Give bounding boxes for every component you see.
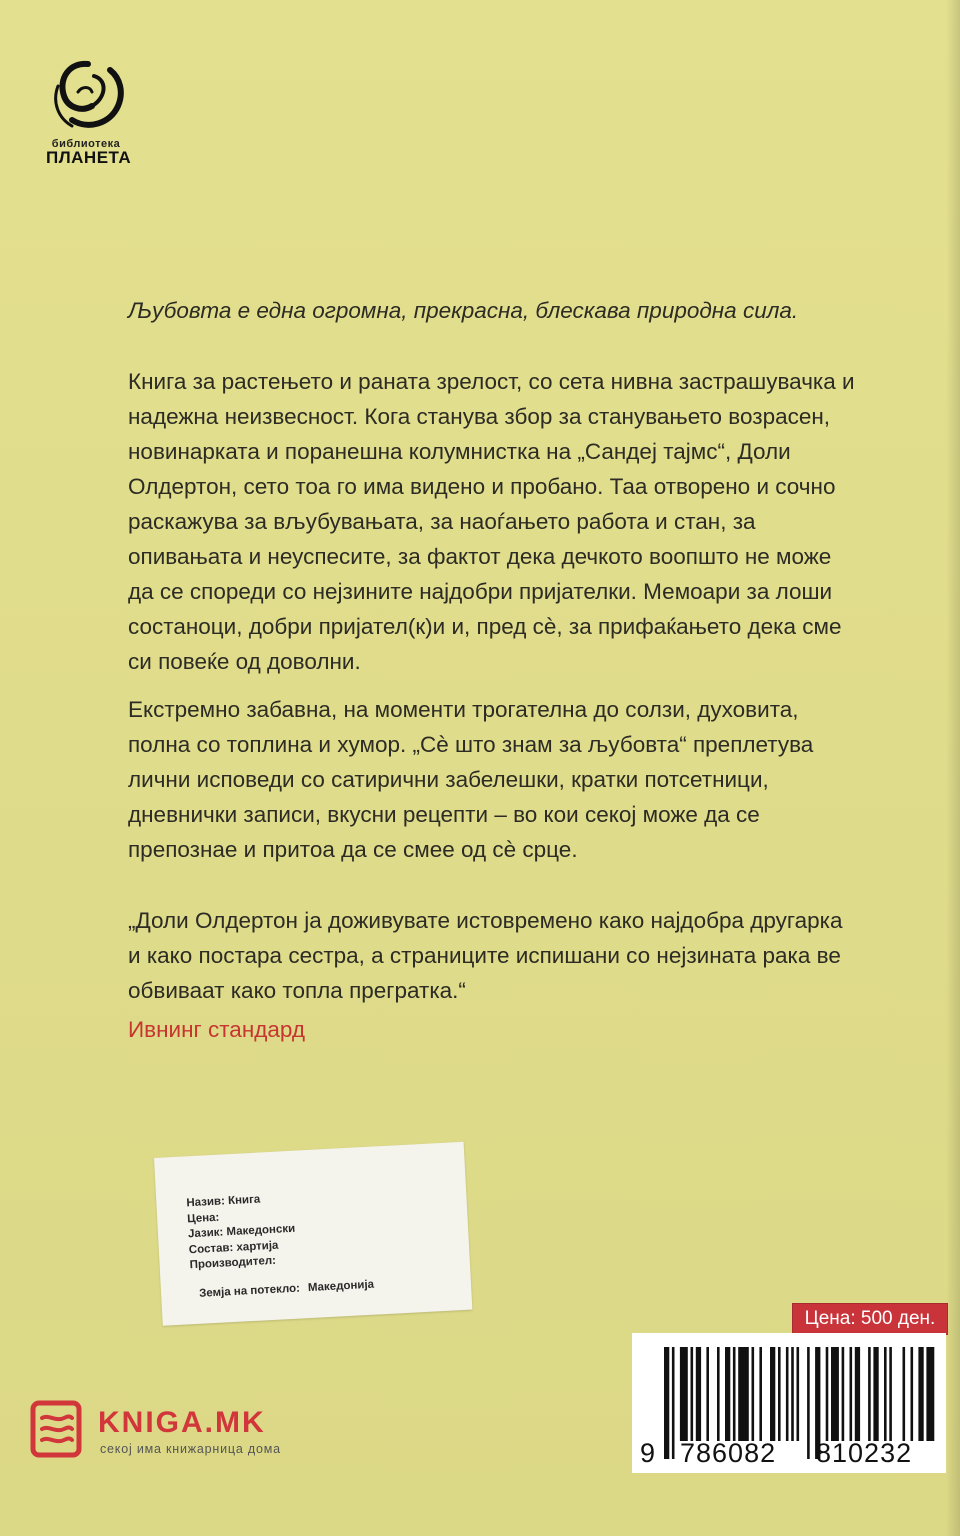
isbn-digits xyxy=(632,1438,946,1472)
sticker-origin-value: Македонија xyxy=(307,1278,375,1295)
sticker-line-name: Назив: Книга xyxy=(186,1193,261,1210)
barcode-bar xyxy=(717,1347,720,1441)
publisher-series-name: ПЛАНЕТА xyxy=(46,148,132,167)
publisher-logo xyxy=(44,56,130,171)
review-quote xyxy=(128,903,858,1008)
price-tag: Цена: 500 ден. xyxy=(792,1303,948,1335)
barcode-bar xyxy=(725,1347,730,1441)
barcode-bar xyxy=(752,1347,755,1441)
review-source: Ивнинг стандард xyxy=(128,1017,306,1042)
barcode-bar xyxy=(691,1347,694,1441)
barcode-bar xyxy=(911,1347,914,1441)
barcode-bar xyxy=(770,1347,775,1441)
barcode-bar xyxy=(842,1347,845,1441)
barcode-bar xyxy=(738,1347,749,1441)
product-sticker xyxy=(154,1142,472,1326)
description-paragraph-1 xyxy=(128,364,858,679)
barcode-bar xyxy=(903,1347,906,1441)
publisher-series-small: библиотека xyxy=(51,138,121,150)
swirl-icon xyxy=(48,56,126,138)
barcode-bar xyxy=(831,1347,839,1441)
barcode-bar xyxy=(797,1347,800,1441)
sticker-line-producer: Производител: xyxy=(189,1254,277,1272)
barcode-bar xyxy=(759,1347,762,1441)
description-paragraph-2 xyxy=(128,692,858,867)
review-quote-text: „Доли Олдертон ја доживувате истовремено како најдобра другарка и како постара сестра, а страниците испишани со нејзината рака ве обвиваат како топла прегратка.“ xyxy=(128,908,843,1003)
barcode-bar xyxy=(706,1347,709,1441)
cover-edge-shadow xyxy=(946,0,960,1536)
barcode-bar xyxy=(696,1347,701,1441)
isbn-group-2: 810232 xyxy=(816,1438,913,1468)
barcode-bar xyxy=(926,1347,934,1441)
barcode-bar xyxy=(733,1347,736,1441)
barcode-bar xyxy=(855,1347,860,1441)
isbn-group-1: 786082 xyxy=(680,1438,777,1468)
barcode-bar xyxy=(778,1347,781,1441)
barcode-bar xyxy=(786,1347,789,1441)
barcode-bar xyxy=(791,1347,794,1441)
sticker-origin xyxy=(199,1279,374,1300)
store-logo xyxy=(30,1400,310,1470)
store-logo-name: KNIGA.MK xyxy=(98,1406,266,1439)
barcode-bar xyxy=(889,1347,892,1441)
barcode-bar xyxy=(873,1347,878,1441)
isbn-first-digit: 9 xyxy=(640,1438,657,1468)
sticker-lines xyxy=(186,1191,297,1274)
description-paragraph-2-text: Екстремно забавна, на моменти трогателна до солзи, духовита, полна со топлина и хумор. „Сѐ што знам за љубовта“ преплетува лични исповеди со сатирични забелешки, кратки потсетници, дневнички записи, вкусни рецепти – во кои секој може да се препознае и притоа да се смее од сѐ срце. xyxy=(128,697,814,862)
book-icon xyxy=(30,1400,82,1458)
barcode-bar xyxy=(918,1347,923,1441)
barcode-bar xyxy=(826,1347,829,1441)
tagline-quote xyxy=(128,293,858,328)
barcode-bar xyxy=(850,1347,853,1441)
tagline-quote-text: Љубовта е една огромна, прекрасна, блескава природна сила. xyxy=(128,298,799,323)
sticker-origin-label: Земја на потекло: xyxy=(198,1282,301,1300)
sticker-line-language: Јазик: Македонски xyxy=(187,1222,296,1241)
sticker-line-price: Цена: xyxy=(186,1211,220,1225)
sticker-line-material: Состав: хартија xyxy=(188,1239,279,1256)
barcode-bar xyxy=(680,1347,688,1441)
barcode-bar xyxy=(868,1347,871,1441)
store-logo-tagline: секој има книжарница дома xyxy=(100,1442,281,1456)
description-paragraph-1-text: Книга за растењето и раната зрелост, со сета нивна застрашувачка и надежна неизвесност. Кога станува збор за станувањето возрасен, новинарката и поранешна колумнистка на „Сандеј тајмс“, Доли Олдертон, сето тоа го има видено и пробано. Таа отворено и сочно раскажува за вљубувањата, за наоѓањето работа и стан, за опивањата и неуспесите, за фактот дека дечкото воопшто не може да се спореди со нејзините најдобри пријателки. Мемоари за лоши состаноци, добри пријател(к)и и, пред сѐ, за прифаќањето дека сме си повеќе од доволни. xyxy=(128,369,855,674)
barcode-bar xyxy=(884,1347,887,1441)
